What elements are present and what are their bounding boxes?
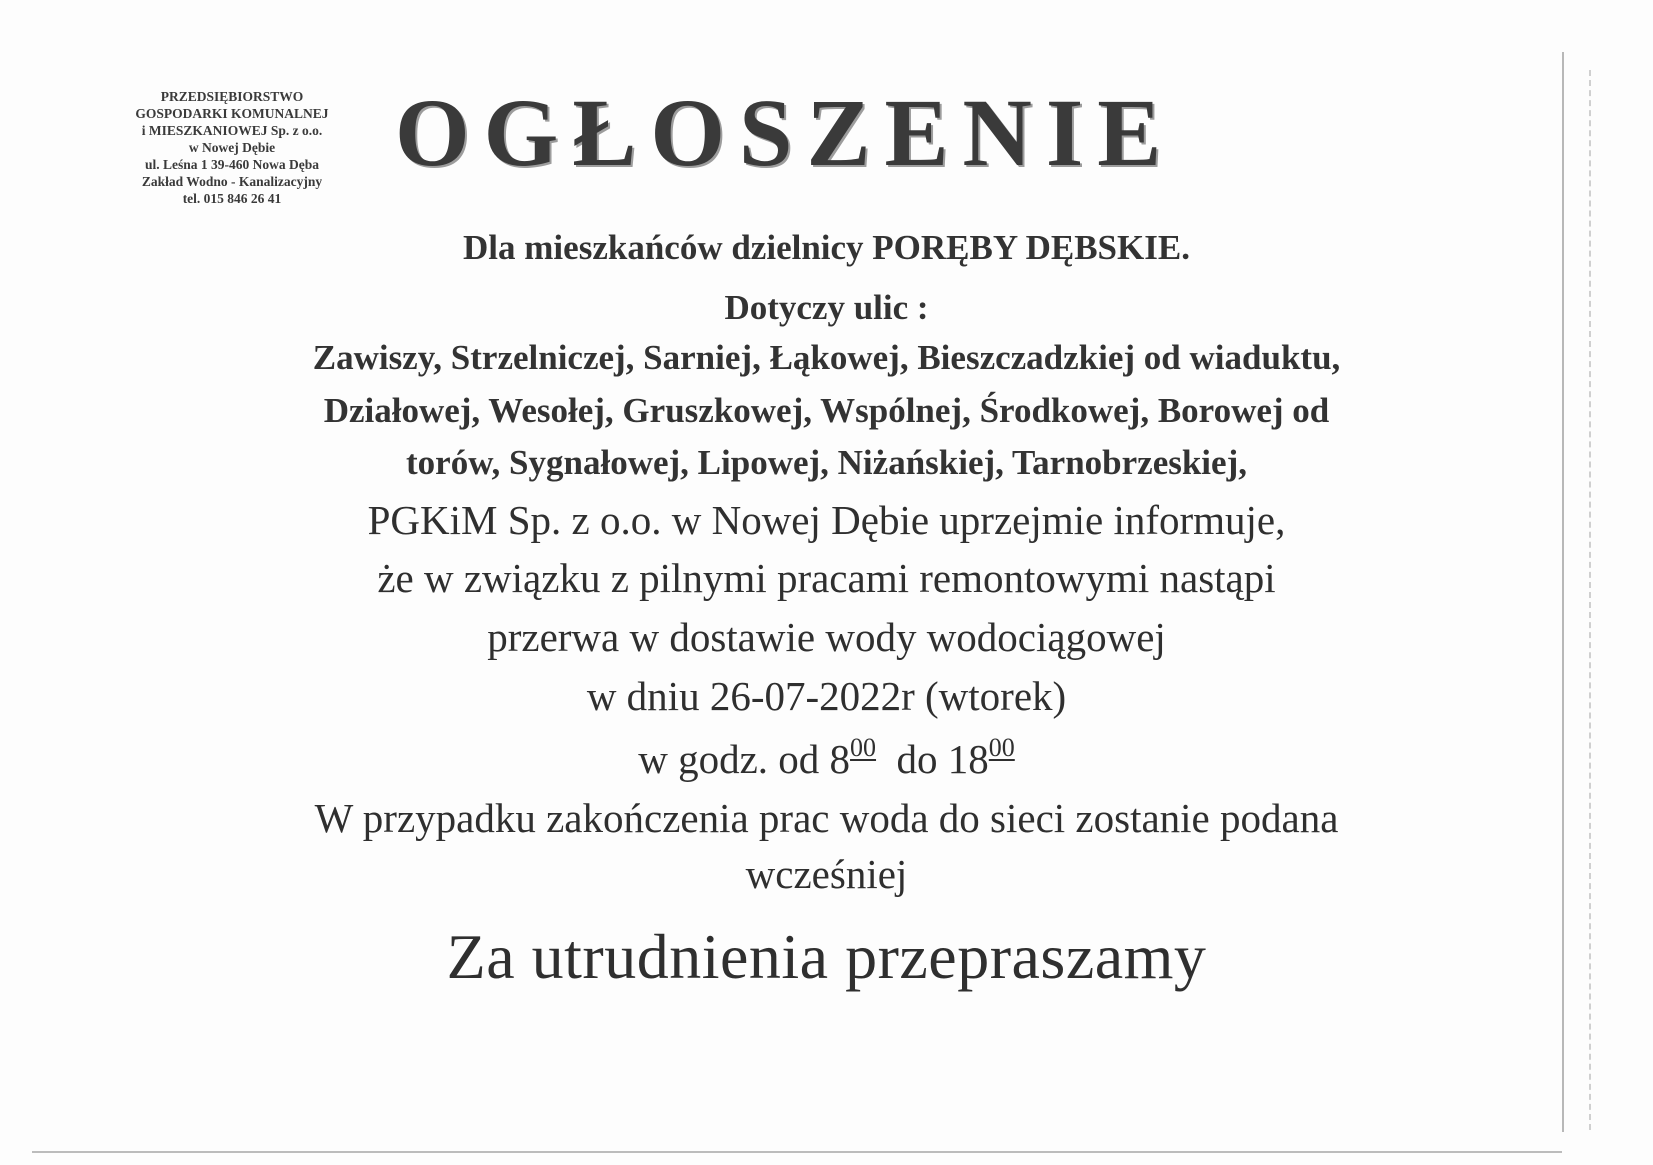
date-line: w dniu 26-07-2022r (wtorek) bbox=[586, 673, 1067, 719]
stamp-line: PRZEDSIĘBIORSTWO bbox=[160, 89, 304, 104]
body-line: PGKiM Sp. z o.o. w Nowej Dębie uprzejmie informuje, bbox=[367, 497, 1286, 543]
hours-middle: do 18 bbox=[876, 736, 989, 782]
streets-line: Zawiszy, Strzelniczej, Sarniej, Łąkowej, Bieszczadzkiej od wiaduktu, bbox=[312, 338, 1341, 377]
scan-edge-bottom bbox=[32, 1151, 1562, 1153]
closing-line: Za utrudnienia przepraszamy bbox=[446, 921, 1207, 992]
stamp-line: GOSPODARKI KOMUNALNEJ bbox=[135, 106, 329, 121]
streets-line: Działowej, Wesołej, Gruszkowej, Wspólnej, Środkowej, Borowej od bbox=[323, 391, 1330, 430]
stamp-line: tel. 015 846 26 41 bbox=[182, 191, 282, 206]
stamp-line: ul. Leśna 1 39-460 Nowa Dęba bbox=[144, 157, 319, 172]
concerns-label: Dotyczy ulic : bbox=[724, 288, 929, 327]
hours-line bbox=[0, 733, 1653, 783]
stamp-line: w Nowej Dębie bbox=[188, 140, 276, 155]
note-line: wcześniej bbox=[745, 851, 908, 897]
stamp-line: Zakład Wodno - Kanalizacyjny bbox=[141, 174, 323, 189]
hours-from-minutes: 00 bbox=[850, 733, 877, 762]
hours-to-minutes: 00 bbox=[988, 733, 1015, 762]
body-line: przerwa w dostawie wody wodociągowej bbox=[487, 614, 1166, 660]
company-stamp bbox=[82, 88, 382, 207]
note-line: W przypadku zakończenia prac woda do sieci zostanie podana bbox=[314, 795, 1339, 841]
audience-line: Dla mieszkańców dzielnicy PORĘBY DĘBSKIE. bbox=[463, 228, 1190, 267]
body-line: że w związku z pilnymi pracami remontowymi nastąpi bbox=[377, 555, 1276, 601]
stamp-line: i MIESZKANIOWEJ Sp. z o.o. bbox=[141, 123, 323, 138]
streets-line: torów, Sygnałowej, Lipowej, Niżańskiej, Tarnobrzeskiej, bbox=[406, 443, 1247, 482]
hours-prefix: w godz. od 8 bbox=[638, 736, 851, 782]
notice-title: OGŁOSZENIE bbox=[395, 79, 1176, 186]
